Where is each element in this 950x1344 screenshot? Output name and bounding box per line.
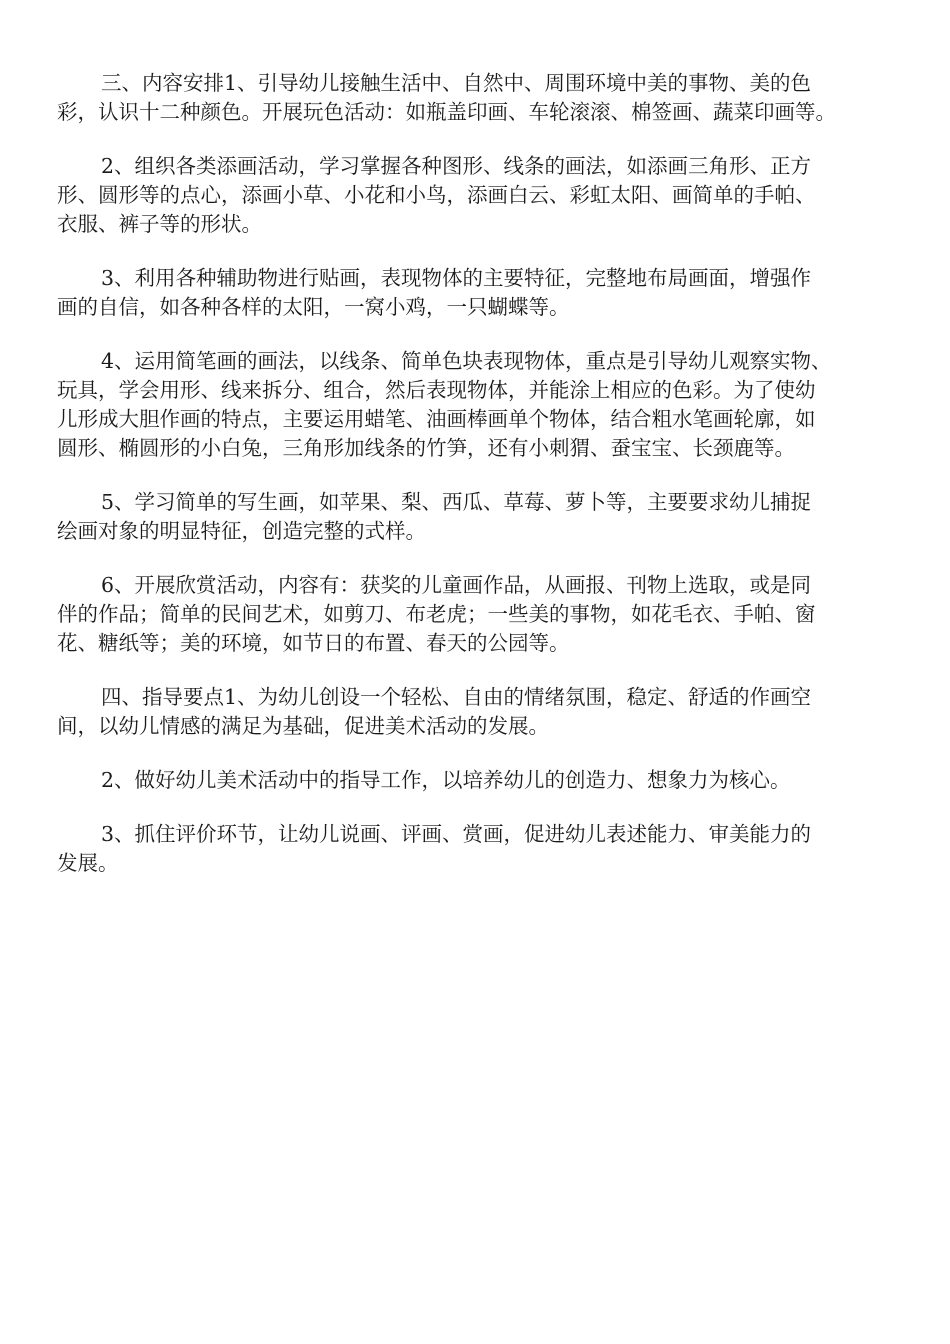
text-line: 衣服、裤子等的形状。 xyxy=(57,212,262,236)
text-line: 2、做好幼儿美术活动中的指导工作，以培养幼儿的创造力、想象力为核心。 xyxy=(101,768,791,792)
text-line: 四、指导要点1、为幼儿创设一个轻松、自由的情绪氛围，稳定、舒适的作画空 xyxy=(101,685,812,709)
text-line: 玩具，学会用形、线来拆分、组合，然后表现物体，并能涂上相应的色彩。为了使幼 xyxy=(57,378,816,402)
paragraph-sketching xyxy=(57,488,906,546)
paragraph-evaluation xyxy=(57,820,906,878)
text-line: 花、糖纸等；美的环境，如节日的布置、春天的公园等。 xyxy=(57,631,570,655)
text-line: 三、内容安排1、引导幼儿接触生活中、自然中、周围环境中美的事物、美的色 xyxy=(101,71,812,95)
text-line: 画的自信，如各种各样的太阳，一窝小鸡，一只蝴蝶等。 xyxy=(57,295,570,319)
text-line: 伴的作品；简单的民间艺术，如剪刀、布老虎；一些美的事物，如花毛衣、手帕、窗 xyxy=(57,602,816,626)
text-line: 彩，认识十二种颜色。开展玩色活动：如瓶盖印画、车轮滚滚、棉签画、蔬菜印画等。 xyxy=(57,100,836,124)
paragraph-guidance-work xyxy=(57,766,906,795)
paragraph-guidance-points xyxy=(57,683,906,741)
paragraph-content-arrangement xyxy=(57,69,906,127)
text-line: 2、组织各类添画活动，学习掌握各种图形、线条的画法，如添画三角形、正方 xyxy=(101,154,812,178)
text-line: 4、运用简笔画的画法，以线条、简单色块表现物体，重点是引导幼儿观察实物、 xyxy=(101,349,832,373)
text-line: 绘画对象的明显特征，创造完整的式样。 xyxy=(57,519,426,543)
paragraph-stick-figure xyxy=(57,347,906,463)
text-line: 3、利用各种辅助物进行贴画，表现物体的主要特征，完整地布局画面，增强作 xyxy=(101,266,812,290)
text-line: 3、抓住评价环节，让幼儿说画、评画、赏画，促进幼儿表述能力、审美能力的 xyxy=(101,822,812,846)
paragraph-appreciation xyxy=(57,571,906,658)
paragraph-collage xyxy=(57,264,906,322)
paragraph-addition-drawing xyxy=(57,152,906,239)
text-line: 形、圆形等的点心，添画小草、小花和小鸟，添画白云、彩虹太阳、画简单的手帕、 xyxy=(57,183,816,207)
text-line: 儿形成大胆作画的特点，主要运用蜡笔、油画棒画单个物体，结合粗水笔画轮廓，如 xyxy=(57,407,816,431)
text-line: 圆形、椭圆形的小白兔，三角形加线条的竹笋，还有小刺猬、蚕宝宝、长颈鹿等。 xyxy=(57,436,795,460)
text-line: 6、开展欣赏活动，内容有：获奖的儿童画作品，从画报、刊物上选取，或是同 xyxy=(101,573,812,597)
text-line: 间，以幼儿情感的满足为基础，促进美术活动的发展。 xyxy=(57,714,549,738)
text-line: 5、学习简单的写生画，如苹果、梨、西瓜、草莓、萝卜等，主要要求幼儿捕捉 xyxy=(101,490,812,514)
text-line: 发展。 xyxy=(57,851,119,875)
